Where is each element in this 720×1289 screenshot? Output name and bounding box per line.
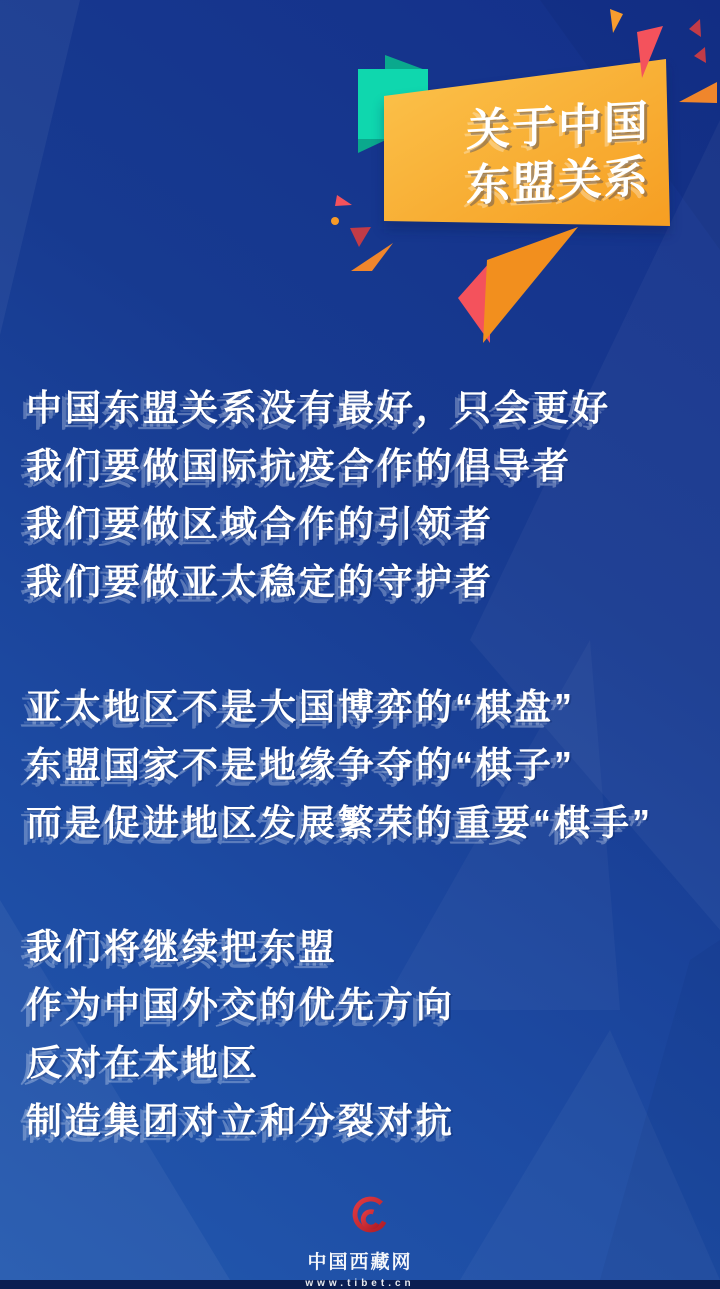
tibet-logo-emblem-icon — [331, 1184, 389, 1244]
banner-tail-orange — [483, 227, 578, 343]
banner-title-line: 东盟关系 — [466, 152, 650, 211]
slogan-line: 作为中国外交的优先方向 — [26, 984, 456, 1025]
slogan-line: 亚太地区不是大国博弈的“棋盘” — [26, 686, 576, 727]
slogan-line: 中国东盟关系没有最好，只会更好 — [26, 387, 612, 428]
slogan-line: 我们要做区域合作的引领者 — [26, 503, 495, 544]
slogan-block-1 — [26, 379, 611, 611]
slogan-line: 我们将继续把东盟 — [26, 926, 339, 967]
confetti-triangle — [351, 243, 393, 271]
slogan-line: 而是促进地区发展繁荣的重要“棋手” — [26, 802, 654, 843]
confetti-triangle — [679, 82, 717, 103]
confetti-triangle — [350, 227, 371, 247]
slogan-block-3 — [26, 918, 455, 1150]
slogan-line: 制造集团对立和分裂对抗 — [26, 1100, 456, 1141]
confetti-triangle — [610, 9, 623, 33]
slogan-line: 反对在本地区 — [26, 1042, 261, 1083]
confetti-triangle — [335, 195, 352, 206]
footer-logo — [0, 1184, 720, 1289]
site-name: 中国西藏网 — [307, 1252, 413, 1273]
banner-title — [448, 93, 668, 215]
slogan-line: 东盟国家不是地缘争夺的“棋子” — [26, 744, 576, 785]
orange-dot — [331, 217, 339, 225]
teal-fold — [385, 55, 428, 71]
confetti-triangle — [694, 47, 706, 63]
site-url: www.tibet.cn — [305, 1278, 415, 1289]
slogan-block-2 — [26, 678, 653, 852]
confetti-triangle — [689, 19, 701, 37]
slogan-line: 我们要做国际抗疫合作的倡导者 — [26, 445, 573, 486]
banner-title-line: 关于中国 — [466, 97, 650, 156]
slogan-line: 我们要做亚太稳定的守护者 — [26, 561, 495, 602]
